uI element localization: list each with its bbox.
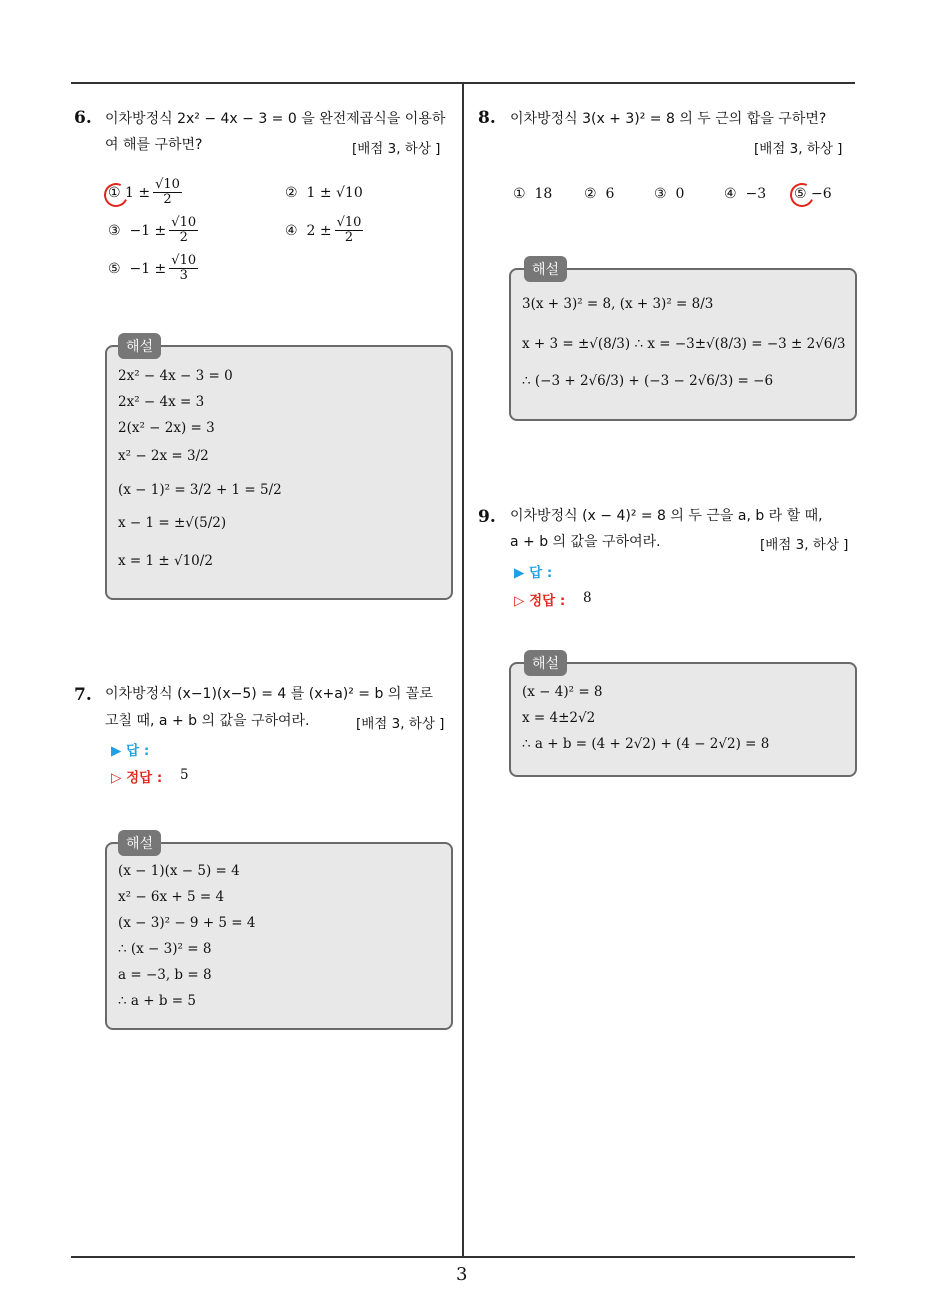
q8-choice-3[interactable]: ③ 0 xyxy=(654,186,685,202)
q6-choice-4[interactable]: ④ 2 ± $\frac{√10}{2}$ xyxy=(285,215,362,245)
column-divider xyxy=(462,82,464,1257)
q9-answer-label: ▶ 답 : xyxy=(514,565,553,581)
page-number: 3 xyxy=(456,1264,468,1285)
q9-number: 9. xyxy=(478,507,496,527)
q7-correct-label: ▷ 정답 : xyxy=(111,770,163,786)
q6-solution-tag: 해설 xyxy=(118,333,161,359)
q8-solution-tag: 해설 xyxy=(524,256,567,282)
q6-text-line1: 이차방정식 2x² − 4x − 3 = 0 을 완전제곱식을 이용하 xyxy=(105,111,446,127)
q6-choice-2[interactable]: ② 1 ± √10 xyxy=(285,185,363,201)
q6-solution-line: 2x² − 4x = 3 xyxy=(118,394,205,410)
q7-solution-line: x² − 6x + 5 = 4 xyxy=(118,889,225,905)
q6-solution-line: 2(x² − 2x) = 3 xyxy=(118,420,215,436)
q8-choice-1[interactable]: ① 18 xyxy=(513,186,553,202)
q6-choice-1[interactable]: ① 1 ± $\frac{√10}{2}$ xyxy=(108,177,180,207)
q8-choice-5[interactable]: ⑤ −6 xyxy=(794,186,832,202)
selected-choice-circle xyxy=(787,180,818,211)
q7-text-line2: 고칠 때, a + b 의 값을 구하여라. xyxy=(105,713,310,729)
q8-score: [배점 3, 하상 ] xyxy=(754,141,843,157)
bottom-rule xyxy=(71,1256,855,1258)
q9-text-line2: a + b 의 값을 구하여라. xyxy=(510,534,661,550)
q7-solution-line: (x − 1)(x − 5) = 4 xyxy=(118,863,240,879)
q8-choice-4[interactable]: ④ −3 xyxy=(724,186,767,202)
q8-number: 8. xyxy=(478,108,496,128)
q9-solution-line: ∴ a + b = (4 + 2√2) + (4 − 2√2) = 8 xyxy=(522,736,770,752)
q6-text-line2: 여 해를 구하면? xyxy=(105,137,203,153)
q6-score: [배점 3, 하상 ] xyxy=(352,141,441,157)
q7-text-line1: 이차방정식 (x−1)(x−5) = 4 를 (x+a)² = b 의 꼴로 xyxy=(105,686,433,702)
q6-solution-line: x − 1 = ±√(5/2) xyxy=(118,515,227,531)
q8-choice-2[interactable]: ② 6 xyxy=(584,186,615,202)
q7-solution-line: ∴ a + b = 5 xyxy=(118,993,196,1009)
q6-solution-line: x² − 2x = 3/2 xyxy=(118,448,209,464)
q7-score: [배점 3, 하상 ] xyxy=(356,716,445,732)
q9-correct-label: ▷ 정답 : xyxy=(514,593,566,609)
q6-solution-line: (x − 1)² = 3/2 + 1 = 5/2 xyxy=(118,482,282,498)
q7-number: 7. xyxy=(74,685,92,705)
q6-solution-line: x = 1 ± √10/2 xyxy=(118,553,213,569)
q9-solution-line: (x − 4)² = 8 xyxy=(522,684,603,700)
q7-answer-label: ▶ 답 : xyxy=(111,743,150,759)
q7-solution-line: a = −3, b = 8 xyxy=(118,967,212,983)
q6-number: 6. xyxy=(74,108,92,128)
q7-solution-tag: 해설 xyxy=(118,830,161,856)
q8-text-line1: 이차방정식 3(x + 3)² = 8 의 두 근의 합을 구하면? xyxy=(510,111,827,127)
q7-solution-line: (x − 3)² − 9 + 5 = 4 xyxy=(118,915,256,931)
q9-score: [배점 3, 하상 ] xyxy=(760,537,849,553)
q6-choice-5[interactable]: ⑤ −1 ± $\frac{√10}{3}$ xyxy=(108,253,197,283)
q7-solution-line: ∴ (x − 3)² = 8 xyxy=(118,941,212,957)
q8-solution-line: 3(x + 3)² = 8, (x + 3)² = 8/3 xyxy=(522,296,714,312)
q6-solution-line: 2x² − 4x − 3 = 0 xyxy=(118,368,233,384)
q8-solution-line: ∴ (−3 + 2√6/3) + (−3 − 2√6/3) = −6 xyxy=(522,373,774,389)
q6-choice-3[interactable]: ③ −1 ± $\frac{√10}{2}$ xyxy=(108,215,197,245)
q9-text-line1: 이차방정식 (x − 4)² = 8 의 두 근을 a, b 라 할 때, xyxy=(510,508,823,524)
q9-solution-line: x = 4±2√2 xyxy=(522,710,596,726)
q7-correct-value: 5 xyxy=(180,767,189,783)
q9-solution-tag: 해설 xyxy=(524,650,567,676)
q9-correct-value: 8 xyxy=(583,590,592,606)
q8-solution-line: x + 3 = ±√(8/3) ∴ x = −3±√(8/3) = −3 ± 2√6/3 xyxy=(522,336,846,352)
